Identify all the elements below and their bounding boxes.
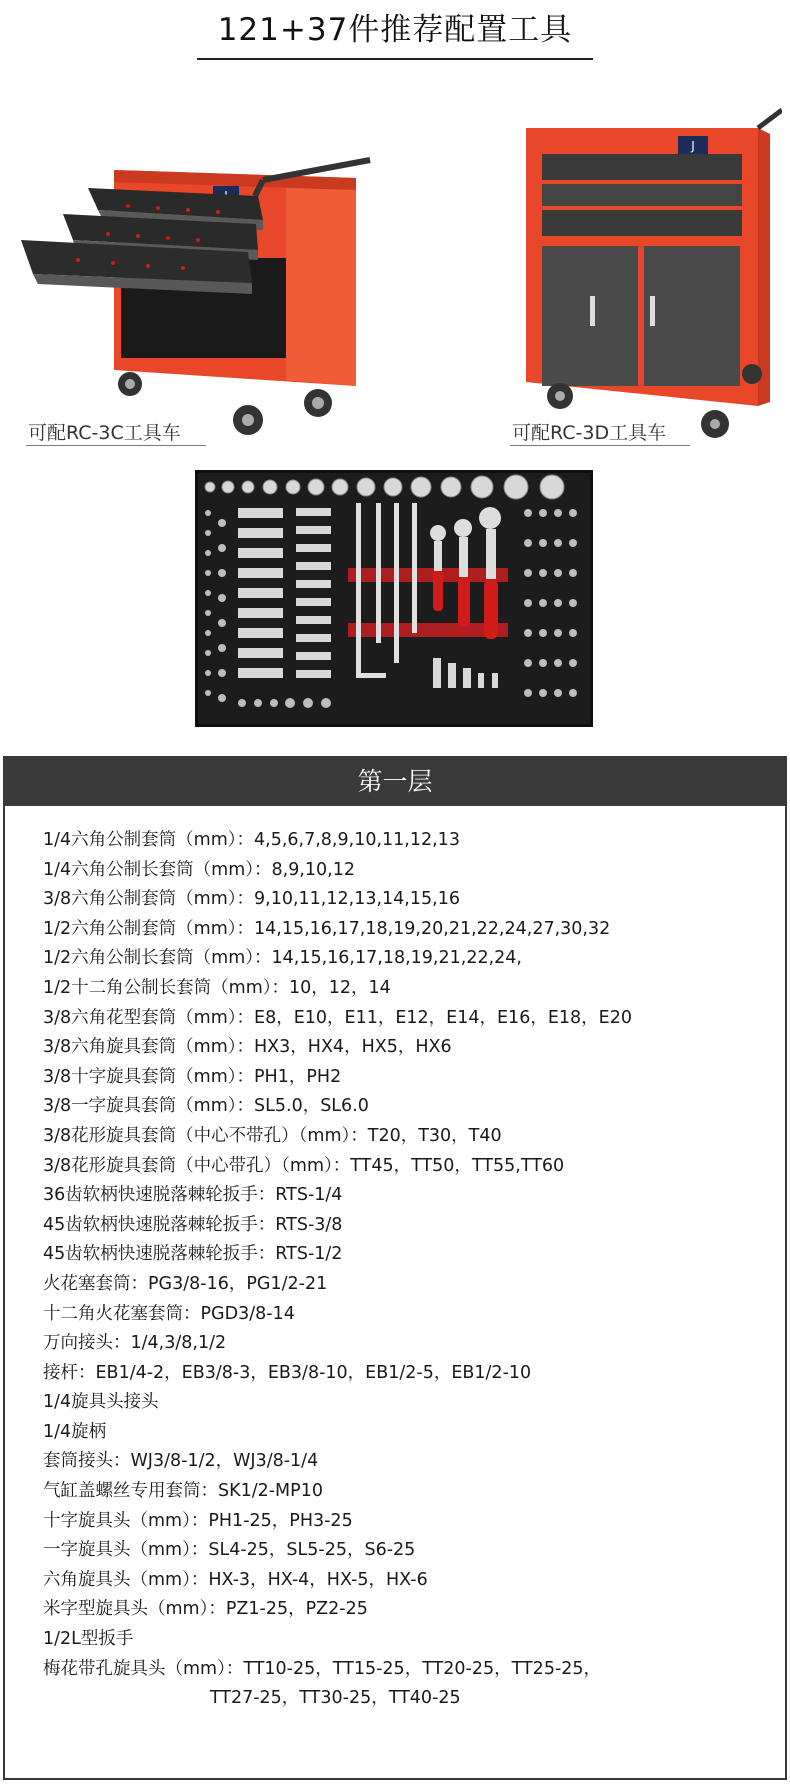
- spec-line: 1/4旋具头接头: [43, 1392, 159, 1413]
- spec-line: 1/2六角公制长套筒（mm）：14,15,16,17,18,19,21,22,24,: [43, 948, 522, 969]
- svg-text:J: J: [691, 139, 695, 153]
- spec-line: 36齿软柄快速脱落棘轮扳手：RTS-1/4: [43, 1185, 343, 1206]
- spec-panel: [3, 756, 787, 1780]
- rc-3c-cart-photo: [18, 148, 378, 448]
- spec-line: 45齿软柄快速脱落棘轮扳手：RTS-1/2: [43, 1244, 343, 1265]
- rc-3c-caption-underline: [26, 445, 206, 446]
- spec-line: 3/8六角公制套筒（mm）：9,10,11,12,13,14,15,16: [43, 889, 460, 910]
- spec-line: 火花塞套筒：PG3/8-16，PG1/2-21: [43, 1273, 328, 1294]
- spec-line: 3/8六角花型套筒（mm）：E8，E10，E11，E12，E14，E16，E18，E20: [43, 1007, 632, 1028]
- title-underline: [197, 58, 593, 60]
- spec-line: 3/8花形旋具套筒（中心不带孔）（mm）：T20，T30，T40: [43, 1125, 502, 1146]
- spec-line: 接杆：EB1/4-2，EB3/8-3，EB3/8-10，EB1/2-5，EB1/2-10: [43, 1362, 532, 1383]
- spec-line: 万向接头：1/4,3/8,1/2: [43, 1333, 227, 1354]
- spec-line: 3/8十字旋具套筒（mm）：PH1，PH2: [43, 1066, 342, 1087]
- spec-line: 3/8六角旋具套筒（mm）：HX3，HX4，HX5，HX6: [43, 1037, 452, 1058]
- rc-3c-caption: 可配RC-3C工具车: [28, 422, 181, 444]
- spec-line: 1/4旋柄: [43, 1421, 107, 1442]
- page-title: 121+37件推荐配置工具: [217, 12, 573, 48]
- rc-3d-caption: 可配RC-3D工具车: [512, 422, 667, 444]
- spec-line: 米字型旋具头（mm）：PZ1-25，PZ2-25: [43, 1599, 368, 1620]
- spec-list: [43, 826, 778, 1714]
- spec-line: 梅花带孔旋具头（mm）：TT10-25，TT15-25，TT20-25，TT25-25，: [43, 1658, 602, 1679]
- spec-line: 套筒接头：WJ3/8-1/2，WJ3/8-1/4: [43, 1451, 319, 1472]
- spec-line: 气缸盖螺丝专用套筒：SK1/2-MP10: [43, 1481, 323, 1502]
- spec-line: 1/4六角公制长套筒（mm）：8,9,10,12: [43, 859, 355, 880]
- tool-tray-photo: [195, 470, 593, 727]
- spec-line: 一字旋具头（mm）：SL4-25，SL5-25，S6-25: [43, 1540, 416, 1561]
- rc-3d-caption-underline: [510, 445, 690, 446]
- spec-line: 45齿软柄快速脱落棘轮扳手：RTS-3/8: [43, 1214, 343, 1235]
- spec-line: 1/2六角公制套筒（mm）：14,15,16,17,18,19,20,21,22,24,27,30,32: [43, 918, 611, 939]
- spec-line: 3/8花形旋具套筒（中心带孔）（mm）：TT45，TT50，TT55,TT60: [43, 1155, 565, 1176]
- rc-3d-cart-photo: [520, 106, 782, 446]
- spec-header: 第一层: [5, 758, 785, 806]
- spec-line: 1/2十二角公制长套筒（mm）：10，12，14: [43, 977, 391, 998]
- spec-line: 1/2L型扳手: [43, 1629, 134, 1650]
- spec-line: 六角旋具头（mm）：HX-3，HX-4，HX-5，HX-6: [43, 1569, 428, 1590]
- spec-line: 3/8一字旋具套筒（mm）：SL5.0，SL6.0: [43, 1096, 369, 1117]
- spec-line: TT27-25，TT30-25，TT40-25: [43, 1688, 461, 1709]
- spec-line: 十字旋具头（mm）：PH1-25，PH3-25: [43, 1510, 353, 1531]
- spec-line: 1/4六角公制套筒（mm）：4,5,6,7,8,9,10,11,12,13: [43, 830, 460, 850]
- spec-line: 十二角火花塞套筒：PGD3/8-14: [43, 1303, 295, 1324]
